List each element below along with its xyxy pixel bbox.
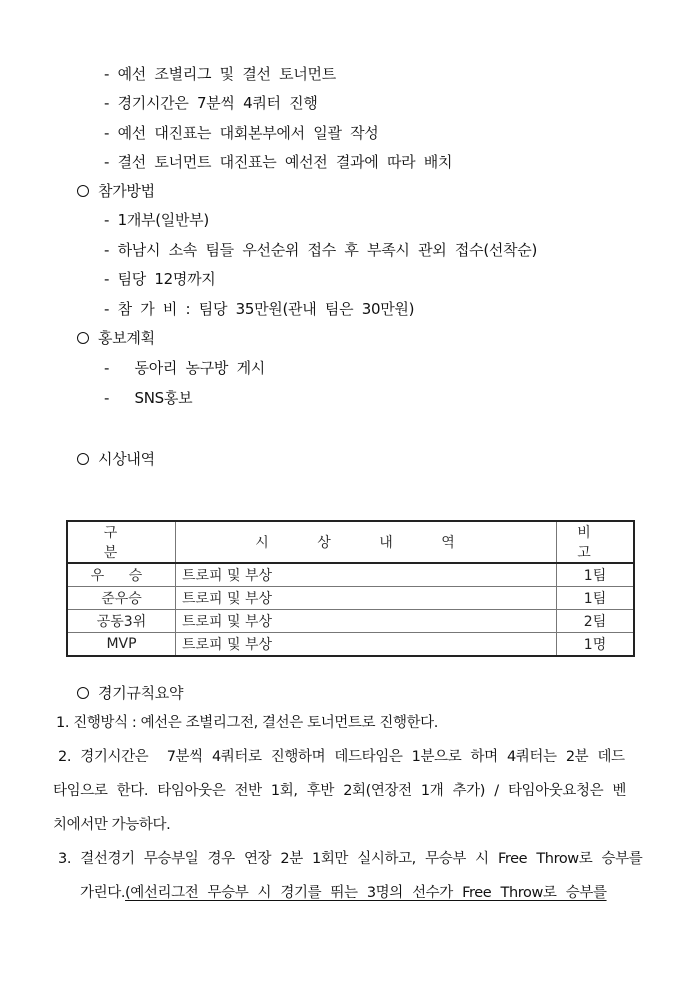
format-item: - 결선 토너먼트 대진표는 예선전 결과에 따라 배치 bbox=[104, 153, 453, 171]
circle-bullet-icon bbox=[77, 453, 89, 465]
header-award-details: 시 상 내 역 bbox=[176, 521, 557, 563]
rule-2-line-2: 타임으로 한다. 타임아웃은 전반 1회, 후반 2회(연장전 1개 추가) / 타임아웃요청은 벤 bbox=[53, 783, 627, 799]
promotion-item: - 동아리 농구방 게시 bbox=[104, 359, 265, 377]
section-heading-text: 홍보계획 bbox=[98, 329, 155, 347]
promotion-item: - SNS홍보 bbox=[104, 389, 193, 407]
cell-category: 공동3위 bbox=[67, 610, 176, 633]
participation-heading bbox=[77, 181, 155, 201]
format-item: - 예선 조별리그 및 결선 토너먼트 bbox=[104, 65, 336, 83]
cell-note: 1팀 bbox=[557, 587, 635, 610]
format-item: - 경기시간은 7분씩 4쿼터 진행 bbox=[104, 94, 318, 112]
section-heading-text: 시상내역 bbox=[98, 450, 155, 468]
header-note: 비 고 bbox=[557, 521, 635, 563]
circle-bullet-icon bbox=[77, 687, 89, 699]
rule-2-line-1: 2. 경기시간은 7분씩 4쿼터로 진행하며 데드타임은 1분으로 하며 4쿼터는 2분 데드 bbox=[58, 749, 625, 765]
cell-category: MVP bbox=[67, 633, 176, 657]
rule-3-line-2 bbox=[80, 883, 607, 903]
cell-award: 트로피 및 부상 bbox=[176, 610, 557, 633]
cell-category: 준우승 bbox=[67, 587, 176, 610]
rule-3-line-1: 3. 결선경기 무승부일 경우 연장 2분 1회만 실시하고, 무승부 시 Free Throw로 승부를 bbox=[58, 851, 643, 867]
promotion-heading bbox=[77, 328, 155, 348]
cell-note: 2팀 bbox=[557, 610, 635, 633]
cell-award: 트로피 및 부상 bbox=[176, 633, 557, 657]
rules-heading bbox=[77, 683, 183, 703]
circle-bullet-icon bbox=[77, 185, 89, 197]
rule-2-line-3: 치에서만 가능하다. bbox=[53, 817, 171, 833]
cell-category: 우 승 bbox=[67, 563, 176, 587]
cell-award: 트로피 및 부상 bbox=[176, 563, 557, 587]
participation-item: - 참 가 비 : 팀당 35만원(관내 팀은 30만원) bbox=[104, 300, 415, 318]
participation-item: - 팀당 12명까지 bbox=[104, 270, 216, 288]
table-row bbox=[67, 587, 634, 610]
participation-item: - 하남시 소속 팀들 우선순위 접수 후 부족시 관외 접수(선착순) bbox=[104, 241, 537, 259]
awards-table bbox=[66, 520, 635, 657]
table-header-row bbox=[67, 521, 634, 563]
format-item: - 예선 대진표는 대회본부에서 일괄 작성 bbox=[104, 124, 379, 142]
cell-note: 1명 bbox=[557, 633, 635, 657]
rule-1: 1. 진행방식 : 예선은 조별리그전, 결선은 토너먼트로 진행한다. bbox=[56, 715, 438, 731]
table-row bbox=[67, 610, 634, 633]
section-heading-text: 참가방법 bbox=[98, 182, 155, 200]
cell-award: 트로피 및 부상 bbox=[176, 587, 557, 610]
rule-3-underlined-text: (예선리그전 무승부 시 경기를 뛰는 3명의 선수가 Free Throw로 승부를 bbox=[125, 885, 607, 901]
awards-heading bbox=[77, 449, 155, 469]
table-row bbox=[67, 633, 634, 657]
rule-3-plain-text: 가린다. bbox=[80, 885, 126, 901]
section-heading-text: 경기규칙요약 bbox=[98, 684, 184, 702]
cell-note: 1팀 bbox=[557, 563, 635, 587]
participation-item: - 1개부(일반부) bbox=[104, 211, 209, 229]
circle-bullet-icon bbox=[77, 332, 89, 344]
header-category: 구 분 bbox=[67, 521, 176, 563]
table-row bbox=[67, 563, 634, 587]
